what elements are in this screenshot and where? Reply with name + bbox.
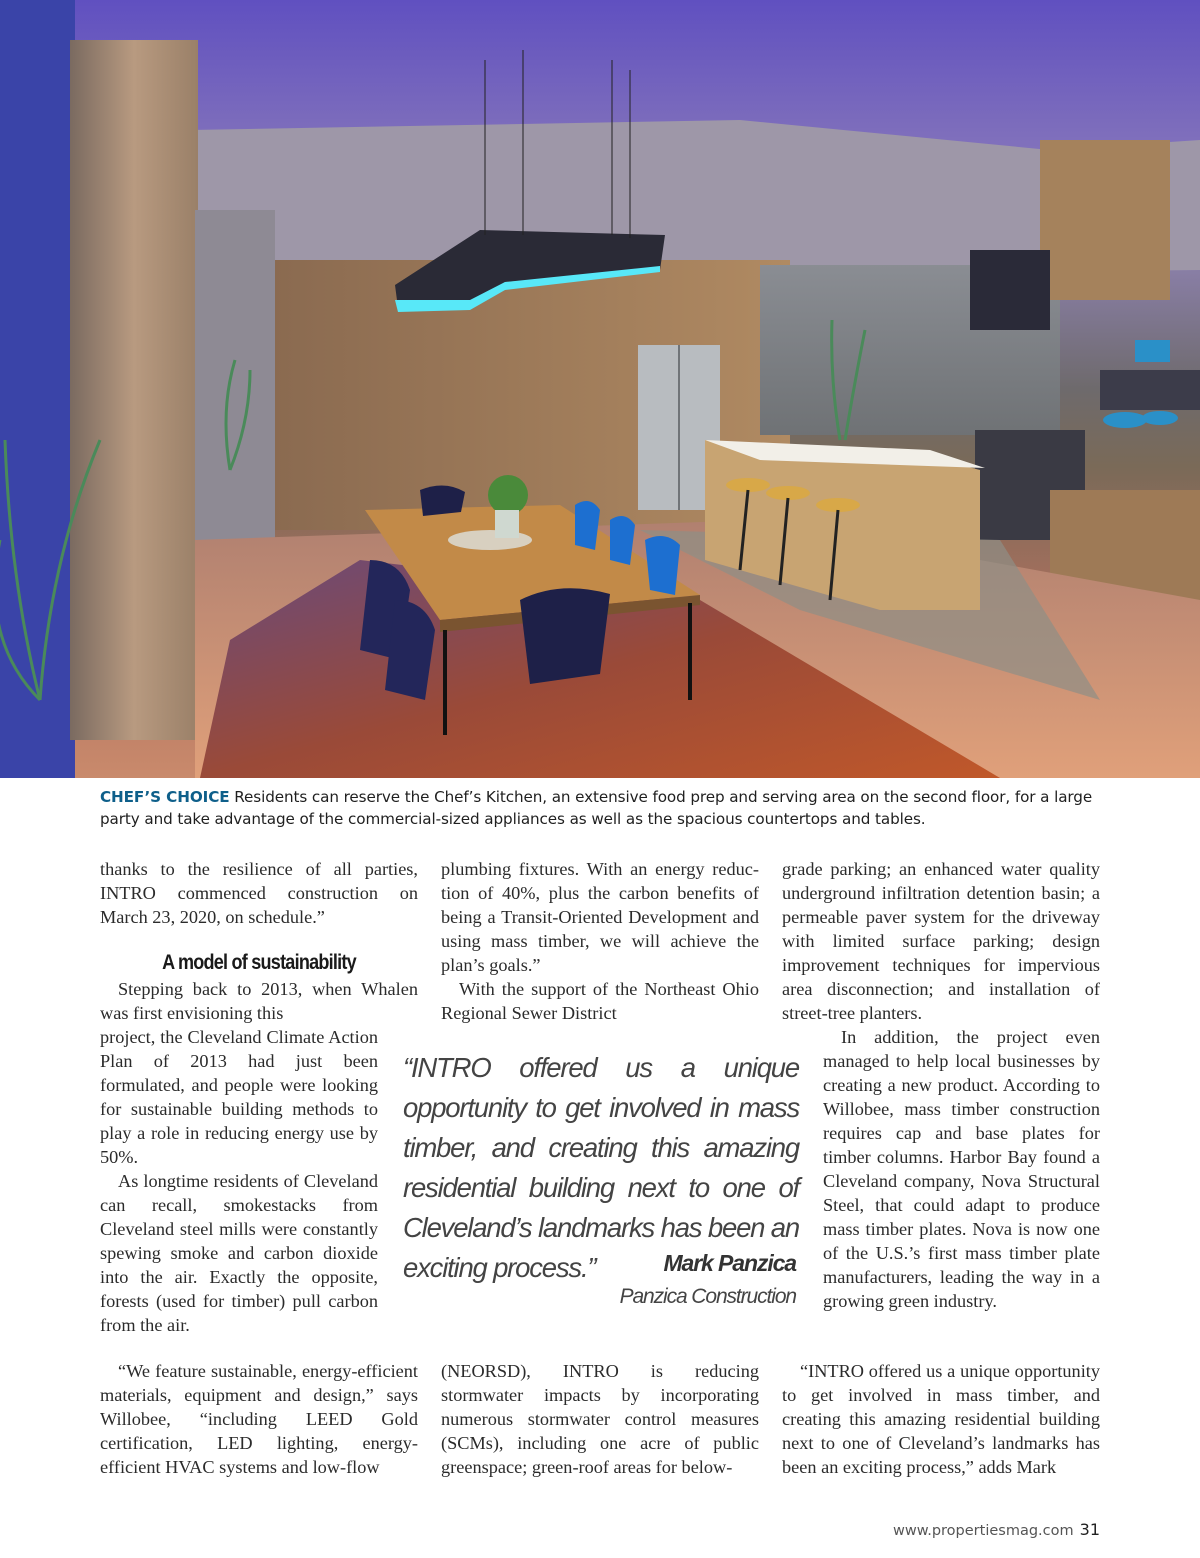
column-2-top bbox=[441, 857, 759, 1025]
column-1-bottom bbox=[100, 1359, 418, 1479]
column-3-top bbox=[782, 857, 1100, 1025]
col1-para-1-lead: Stepping back to 2013, when Whalen was first envisioning this bbox=[100, 979, 418, 1023]
subhead: A model of sustainability bbox=[162, 951, 356, 974]
col1-para-1-rest: project, the Cleveland Climate Action Plan of 2013 had just been formulated, and people were looking for sustainable building methods to play a role in reducing energy use by 50%. bbox=[100, 1027, 378, 1167]
pull-quote-org: Panzica Construction bbox=[619, 1285, 796, 1308]
caption-kicker: CHEF’S CHOICE bbox=[100, 788, 230, 806]
page-number: 31 bbox=[1079, 1520, 1100, 1539]
col3-para-1: grade parking; an enhanced water quality underground infiltration detention basin; a permeable paver system for the driveway with limited surface parking; design improvement techniques for impervious area disconnection; and installation of street-tree planters. bbox=[782, 859, 1100, 1023]
col3-para-2: In addition, the project even managed to help local businesses by creating a new product. According to Willobee, mass timber construction requires cap and base plates for timber columns. Harbor Bay found a Cleveland company, Nova Structural Steel, that could adapt to produce mass timber plates. Nova is now one of the U.S.’s first mass timber plate manufacturers, leading the way in a growing green industry. bbox=[823, 1027, 1100, 1311]
col3-para-3: “INTRO offered us a unique opportunity to get involved in mass timber, and creating this amazing residential building next to one of Cleveland’s landmarks has been an exciting process,” adds Mark bbox=[782, 1361, 1100, 1477]
col2-para-1: plumbing fixtures. With an energy reduction of 40%, plus the carbon benefits of being a Transit-Oriented Development and using mass timber, we will achieve the plan’s goals.” bbox=[441, 859, 759, 975]
pull-quote-name: Mark Panzica bbox=[663, 1250, 796, 1276]
pull-quote: “INTRO offered us a unique opportunity to get involved in mass timber, and creating this amazing residential building next to one of Cleveland’s landmarks has been an exciting process.” bbox=[403, 1052, 799, 1283]
column-3-bottom bbox=[782, 1359, 1100, 1479]
photo-caption bbox=[100, 786, 1105, 830]
col1-para-3: “We feature sustainable, energy-efficient materials, equipment and design,” says Willobee, “including LEED Gold certification, LED lighting, energy-efficient HVAC systems and low-flow bbox=[100, 1361, 418, 1477]
column-1-top bbox=[100, 857, 418, 929]
col1-top-paragraph: thanks to the resilience of all parties, INTRO commenced construction on March 23, 2020, on schedule.” bbox=[100, 859, 418, 927]
col2-para-2: With the support of the Northeast Ohio Regional Sewer District bbox=[441, 979, 759, 1023]
col2-para-3: (NEORSD), INTRO is reducing stormwater impacts by incorporating numerous stormwater control measures (SCMs), including one acre of public greenspace; green-roof areas for below- bbox=[441, 1361, 759, 1477]
caption-text: Residents can reserve the Chef’s Kitchen, an extensive food prep and serving area on the second floor, for a large party and take advantage of the commercial-sized appliances as well as the spacious countertops and tables. bbox=[100, 788, 1093, 828]
page-footer bbox=[860, 1520, 1100, 1539]
footer-url[interactable]: www.propertiesmag.com bbox=[892, 1523, 1074, 1539]
kitchen-photo bbox=[0, 0, 1200, 778]
column-2-bottom bbox=[441, 1359, 759, 1479]
column-1-lead bbox=[100, 977, 418, 1025]
col1-para-2: As longtime residents of Cleveland can recall, smokestacks from Cleveland steel mills were constantly spewing smoke and carbon dioxide into the air. Exactly the opposite, forests (used for timber) pull carbon from the air. bbox=[100, 1171, 378, 1335]
column-1-narrow bbox=[100, 1025, 378, 1337]
kitchen-illustration bbox=[0, 0, 1200, 778]
column-3-narrow bbox=[823, 1025, 1100, 1313]
